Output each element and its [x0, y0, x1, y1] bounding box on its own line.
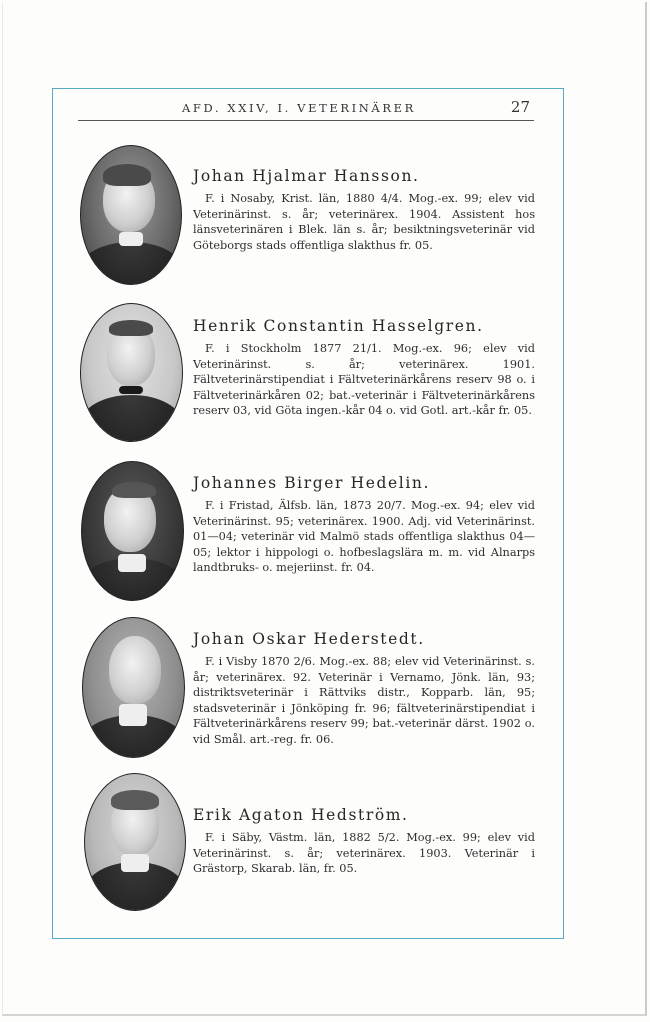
portrait-photo [81, 461, 184, 601]
entry-name: Henrik Constantin Hasselgren. [193, 317, 484, 335]
entry-bio: F. i Nosaby, Krist. län, 1880 4/4. Mog.-ex. 99; elev vid Veterinärinst. s. år; veterinärex. 1904. Assistent hos länsveterinären i Blek. län s. år; besiktningsveterinär vid Göteborgs stads offentliga slakthus fr. 05. [193, 192, 535, 252]
running-head [78, 100, 534, 121]
portrait-photo-uniform [80, 303, 183, 442]
entry-bio: F. i Säby, Västm. län, 1882 5/2. Mog.-ex. 99; elev vid Veterinärinst. s. år; veterinärex. 1903. Veterinär i Grästorp, Skarab. län, fr. 05. [193, 831, 535, 876]
portrait-photo [82, 617, 185, 758]
entry-name: Erik Agaton Hedström. [193, 806, 409, 824]
entry-bio: F. i Stockholm 1877 21/1. Mog.-ex. 96; elev vid Veterinärinst. s. år; veterinärex. 1901. Fältveterinärstipendiat i Fältveterinärkårens reserv 98 o. i Fältveterinärkåren 02; bat.-veterinär i Fältveterinärkårens reserv 03, vid Göta ingen.-kår 04 o. vid Gotl. art.-kår fr. 05. [193, 342, 535, 418]
portrait-photo [80, 145, 182, 285]
entry-bio: F. i Visby 1870 2/6. Mog.-ex. 88; elev vid Veterinärinst. s. år; veterinärex. 92. Veterinär i Vernamo, Jönk. län, 93; distriktsveterinär i Rättviks distr., Kopparb. län, 95; stadsveterinär i Jönköping fr. 96; fältveterinärstipendiat i Fältveterinärkårens reserv 99; bat.-veterinär därst. 1902 o. vid Smål. art.-reg. fr. 06. [193, 655, 535, 746]
portrait-photo [84, 773, 186, 911]
page-number: 27 [510, 98, 530, 116]
entry-bio: F. i Fristad, Älfsb. län, 1873 20/7. Mog.-ex. 94; elev vid Veterinärinst. 95; veterinärex. 1900. Adj. vid Veterinärinst. 01—04; veterinär vid Malmö stads offentliga slakthus 04—05; lektor i hippologi o. hofbeslagslära m. m. vid Alnarps landtbruks- o. mejeriinst. fr. 04. [193, 499, 535, 575]
entry-name: Johan Hjalmar Hansson. [193, 167, 420, 185]
entry-name: Johan Oskar Hederstedt. [193, 630, 425, 648]
running-head-title: AFD. XXIV, I. VETERINÄRER [182, 101, 416, 115]
entry-name: Johannes Birger Hedelin. [193, 474, 430, 492]
